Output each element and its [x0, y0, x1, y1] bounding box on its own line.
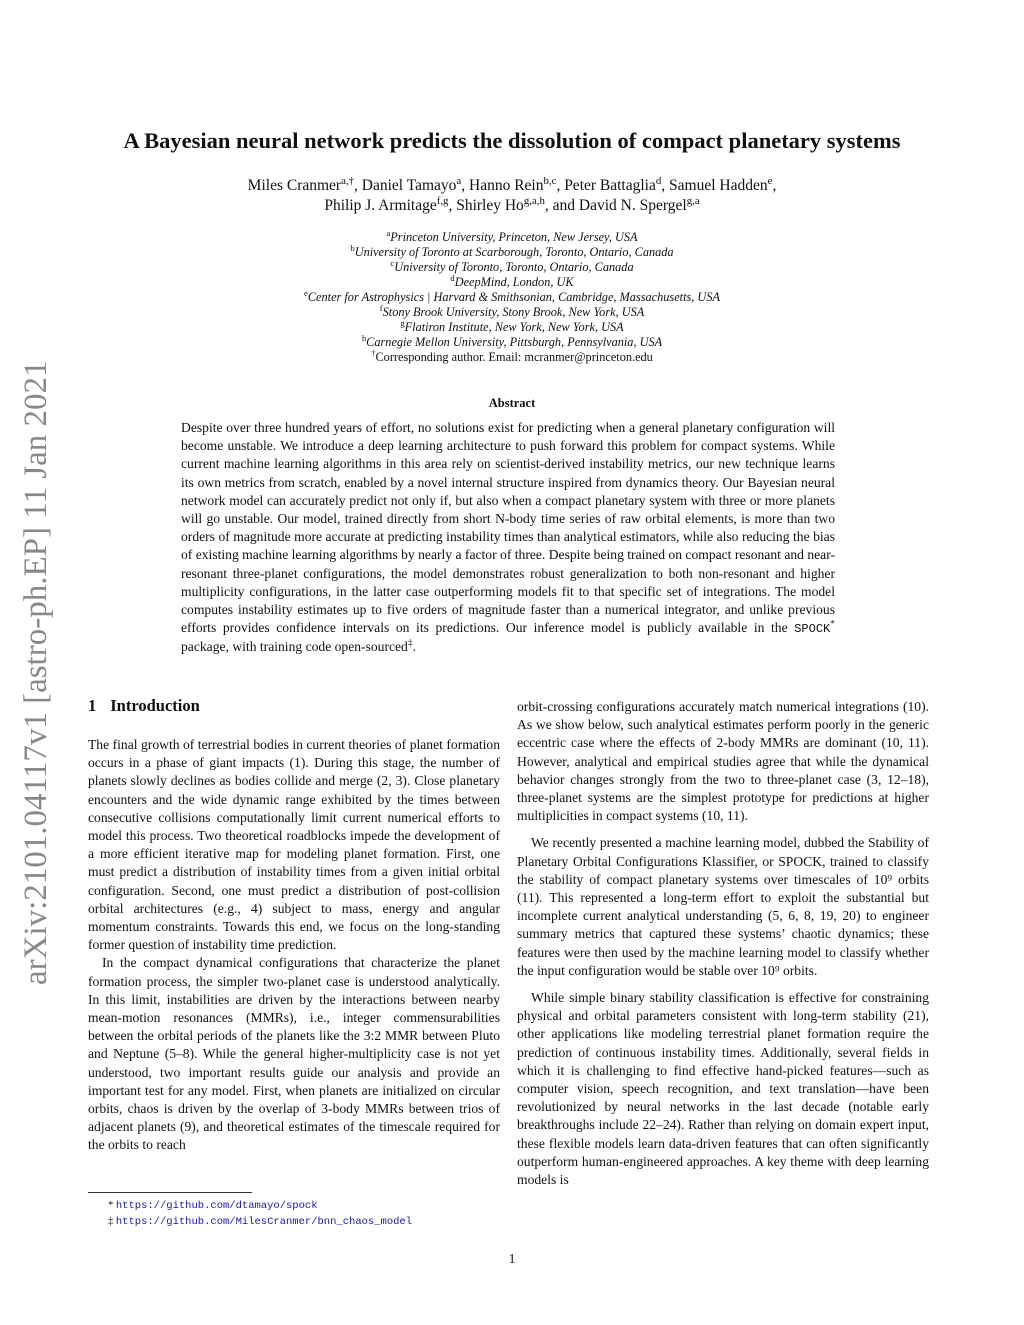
section-number: 1	[88, 696, 97, 715]
affiliation-text: Stony Brook University, Stony Brook, New York, USA	[382, 305, 645, 319]
author-affiliation-marks: d	[655, 174, 662, 187]
affiliation	[0, 227, 1024, 245]
footnote-mark: *	[830, 619, 835, 630]
author: Peter Battaglia	[564, 177, 656, 194]
author-affiliation-marks: f,g	[436, 194, 449, 207]
paper-title: A Bayesian neural network predicts the dissolution of compact planetary systems	[123, 128, 901, 153]
affiliation	[0, 257, 1024, 275]
footnote	[108, 1214, 412, 1230]
footnote-mark: ‡	[108, 1216, 114, 1227]
abstract-text: .	[412, 639, 417, 655]
author: Miles Cranmer	[247, 177, 342, 194]
affiliation-key: e	[304, 287, 308, 298]
section-title: Introduction	[110, 696, 200, 715]
affiliation-key: a	[386, 227, 391, 238]
affiliation-key: h	[361, 332, 367, 343]
footnote-link[interactable]: https://github.com/MilesCranmer/bnn_chaos_model	[115, 1216, 413, 1228]
affiliation-text: Princeton University, Princeton, New Jersey, USA	[390, 230, 638, 244]
right-column	[517, 698, 929, 1198]
arxiv-identifier: arXiv:2101.04117v1 [astro-ph.EP] 11 Jan 2021	[18, 360, 54, 985]
footnote-mark: *	[108, 1200, 114, 1211]
affiliation	[0, 287, 1024, 305]
author: Philip J. Armitage	[324, 197, 437, 214]
affiliation-key: †	[371, 347, 376, 358]
author-affiliation-marks: g,a	[686, 194, 700, 207]
author-affiliation-marks: a,†	[341, 174, 355, 187]
affiliation-text: Flatiron Institute, New York, New York, USA	[404, 320, 624, 334]
affiliation-text: Center for Astrophysics | Harvard & Smithsonian, Cambridge, Massachusetts, USA	[307, 290, 720, 304]
affiliation-text: Carnegie Mellon University, Pittsburgh, Pennsylvania, USA	[366, 335, 663, 349]
affiliation-key: g	[400, 317, 405, 328]
affiliation-list	[0, 227, 1024, 365]
footnote	[108, 1198, 412, 1214]
abstract-heading: Abstract	[488, 396, 536, 410]
author: Samuel Hadden	[669, 177, 768, 194]
affiliation-key: f	[379, 302, 383, 313]
author-affiliation-marks: b,c	[543, 174, 557, 187]
author-list: Miles Cranmer$^{a,\dagger}$, Daniel Tamayo$^a$, Hanno Rein$^{b,c}$, Peter Battaglia$^d$, Samuel Hadden$^e$, Philip J. Armitage$^{f,g}$, Shirley Ho$^{g,a,h}$, and David N. Spergel$^{g,a}$	[247, 174, 777, 214]
affiliation	[0, 332, 1024, 350]
affiliation	[0, 347, 1024, 365]
left-column	[88, 736, 500, 1155]
affiliation	[0, 302, 1024, 320]
footnotes	[108, 1198, 412, 1230]
footnote-link[interactable]: https://github.com/dtamayo/spock	[115, 1200, 318, 1212]
abstract-text: package, with training code open-sourced	[181, 639, 408, 655]
package-name: SPOCK	[794, 622, 831, 637]
affiliation-text: Corresponding author. Email: mcranmer@princeton.edu	[375, 350, 653, 364]
paragraph: While simple binary stability classification is effective for constraining physical and orbital parameters consistent with long-term stability (21), other applications like modeling terrestrial planet formation require the prediction of continuous instability times. Additionally, several fields in which it is challenging to find effective hand-picked features—such as computer vision, speech recognition, and text translation—have been revolutionized by neural networks in the last decade (notable early breakthroughs include 22–24). Rather than relying on domain expert input, these flexible models learn data-driven features that can often significantly outperform human-engineered approaches. A key theme with deep learning models is	[517, 990, 929, 1188]
paragraph: In the compact dynamical configurations that characterize the planet formation process, the simpler two-planet case is understood analytically. In this limit, instabilities are driven by the interactions between nearby mean-motion resonances (MMRs), i.e., integer commensurabilities between the orbital periods of the planets like the 3:2 MMR between Pluto and Neptune (5–8). While the general higher-multiplicity case is not yet understood, two important results guide our analysis and provide an important test for any model. First, when planets are initialized on circular orbits, chaos is driven by the overlap of 3-body MMRs between trios of adjacent planets (9), and theoretical estimates of the timescale required for the orbits to reach	[88, 955, 500, 1153]
paragraph: The final growth of terrestrial bodies in current theories of planet formation occurs in a phase of giant impacts (1). During this stage, the number of planets slowly declines as bodies collide and merge (2, 3). Close planetary encounters and the wide dynamic range exhibited by the times between consecutive collisions computationally limit current numerical efforts to model this process. Two theoretical roadblocks impede the development of a more efficient iterative map for modeling planet formation. First, one must predict a distribution of instability times from a given initial orbital configuration. Second, one must predict a distribution of post-collision orbital architectures (e.g., 4) subject to mass, energy and angular momentum constraints. Towards this end, we focus on the long-standing former question of instability time prediction.	[88, 737, 500, 953]
abstract-text: Despite over three hundred years of effort, no solutions exist for predicting when a general planetary configuration will become unstable. We introduce a deep learning architecture to push forward this problem for compact systems. While current machine learning algorithms in this area rely on scientist-derived instability metrics, our new technique learns its own metrics from scratch, enabled by a novel internal structure inspired from dynamics theory. Our Bayesian neural network model can accurately predict not only if, but also when a compact planetary system with three or more planets will go unstable. Our model, trained directly from short N-body time series of raw orbital elements, is more than two orders of magnitude more accurate at predicting instability times than analytical estimators, while also reducing the bias of existing machine learning algorithms by nearly a factor of three. Despite being trained on compact resonant and near-resonant three-planet configurations, the model demonstrates robust generalization to both non-resonant and higher multiplicity configurations, in the latter case outperforming models fit to that specific set of integrations. The model computes instability estimates up to five orders of magnitude faster than a numerical integrator, and unlike previous efforts provides confidence intervals on its predictions. Our inference model is publicly available in the	[181, 420, 835, 636]
author: Daniel Tamayo	[361, 177, 457, 194]
paragraph: orbit-crossing configurations accurately match numerical integrations (10). As we show below, such analytical estimates perform poorly in the generic eccentric case where the effects of 2-body MMRs are dominant (10, 11). However, analytical and empirical studies agree that while the dynamical behavior changes strongly from the two to three-planet case (3, 12–18), three-planet systems are the simplest prototype for predictions at higher multiplicities in compact systems (10, 11).	[517, 699, 929, 824]
affiliation-key: c	[390, 257, 395, 268]
page-number: 1	[508, 1251, 516, 1266]
author-affiliation-marks: e	[767, 174, 773, 187]
affiliation	[0, 242, 1024, 260]
footnote-rule	[88, 1192, 252, 1193]
author: Hanno Rein	[469, 177, 544, 194]
affiliation-text: University of Toronto, Toronto, Ontario, Canada	[394, 260, 634, 274]
affiliation-key: d	[450, 272, 455, 283]
abstract-body	[181, 419, 835, 657]
affiliation	[0, 272, 1024, 290]
author-affiliation-marks: g,a,h	[523, 194, 545, 207]
author: Shirley Ho	[456, 197, 524, 214]
affiliation-text: University of Toronto at Scarborough, Toronto, Ontario, Canada	[354, 245, 674, 259]
section-heading	[88, 696, 200, 716]
author: David N. Spergel	[578, 197, 687, 214]
author-affiliation-marks: a	[456, 174, 462, 187]
affiliation-text: DeepMind, London, UK	[454, 275, 574, 289]
paragraph: We recently presented a machine learning model, dubbed the Stability of Planetary Orbital Configurations Klassifier, or SPOCK, trained to classify the stability of compact planetary systems over timescales of 10⁹ orbits (11). This represented a long-term effort to exploit the substantial but incomplete current analytical understanding (5, 6, 8, 19, 20) to engineer summary metrics that captured these systems’ chaotic dynamics; these features were then used by the machine learning model to classify whether the input configuration would be stable over 10⁹ orbits.	[517, 835, 929, 978]
affiliation-key: b	[350, 242, 355, 253]
affiliation	[0, 317, 1024, 335]
footnote-mark: ‡	[407, 638, 413, 649]
